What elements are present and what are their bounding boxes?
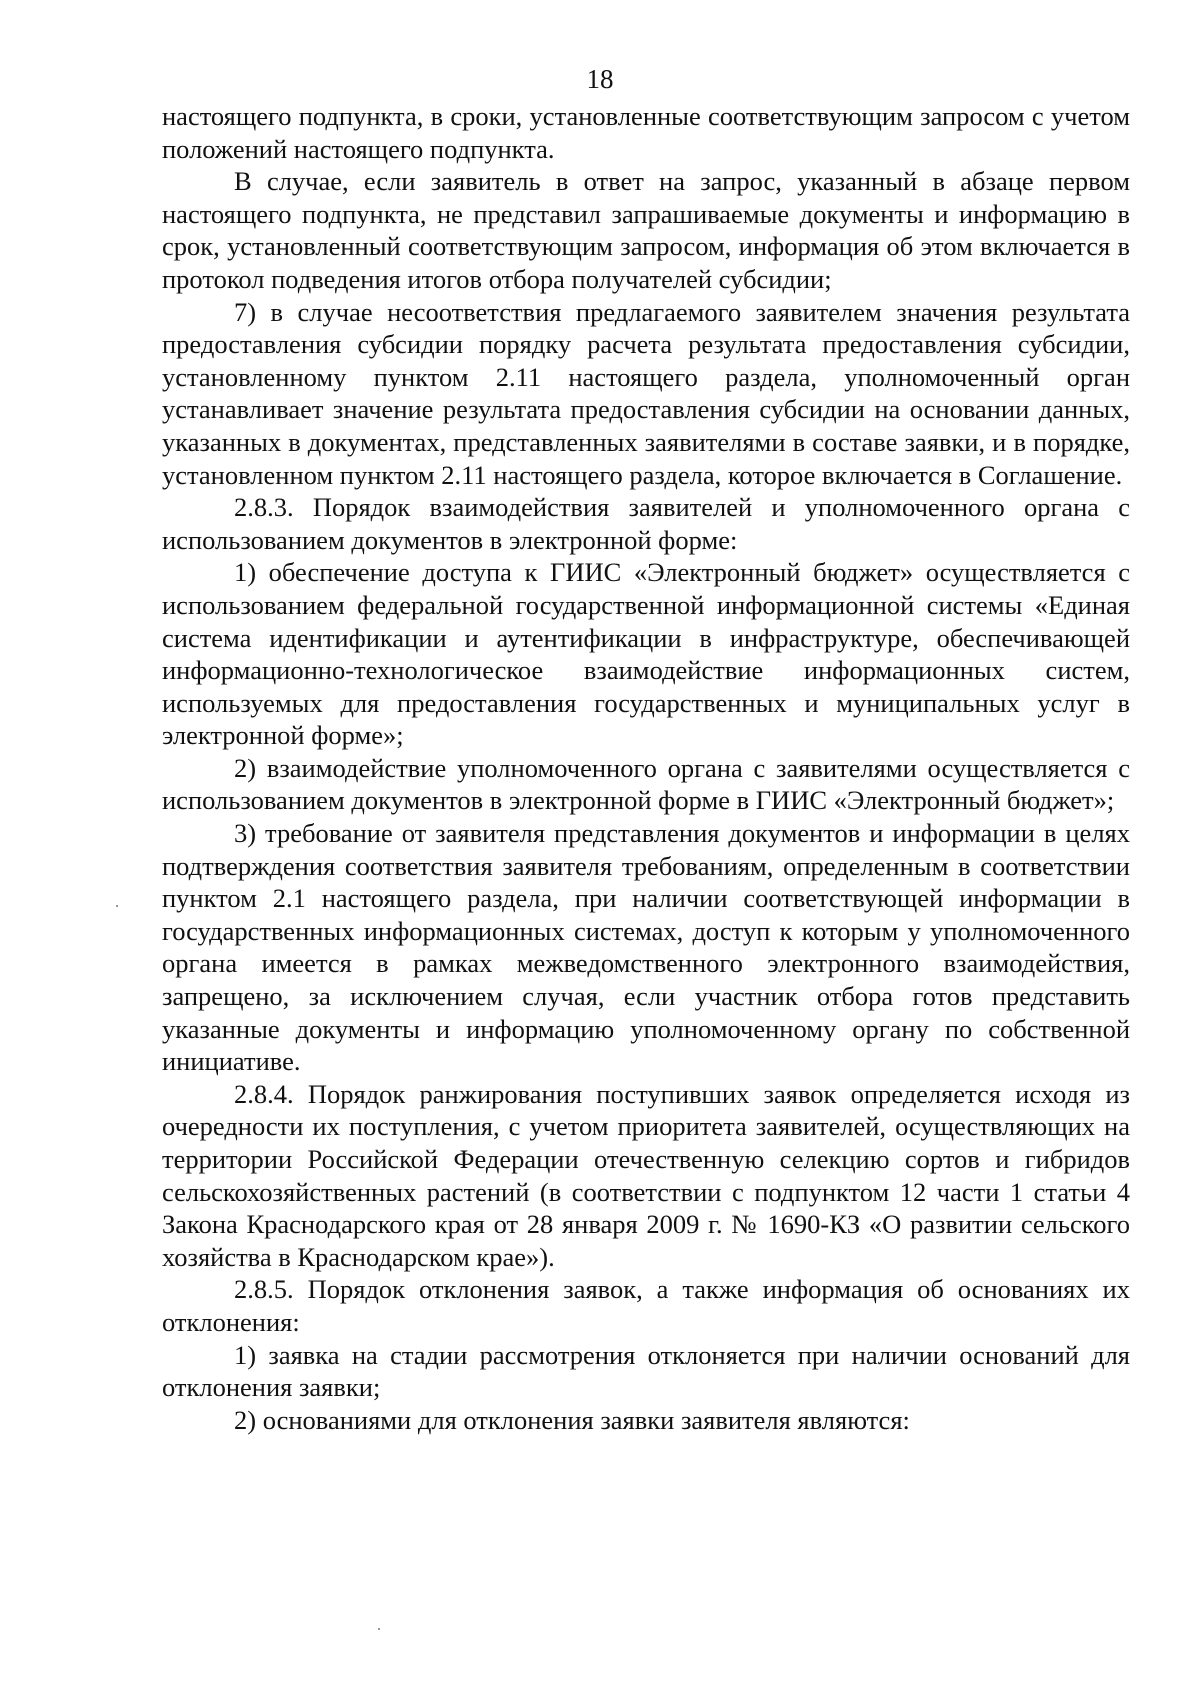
scan-speck <box>116 905 118 907</box>
paragraph: 1) заявка на стадии рассмотрения отклоняется при наличии оснований для отклонения заявки; <box>162 1339 1130 1403</box>
paragraph: 3) требование от заявителя представления документов и информации в целях подтверждения соответствия заявителя требованиям, определенным в соответствии пунктом 2.1 настоящего раздела, при наличии соответствующей информации в государственных информационных системах, доступ к которым у уполномоченного органа имеется в рамках межведомственного электронного взаимодействия, запрещено, за исключением случая, если участник отбора готов представить указанные документы и информацию уполномоченному органу по собственной инициативе. <box>162 818 1130 1077</box>
paragraph: 1) обеспечение доступа к ГИИС «Электронный бюджет» осуществляется с использованием федеральной государственной информационной системы «Единая система идентификации и аутентификации в инфраструктуре, обеспечивающей информационно-технологическое взаимодействие информационных систем, используемых для предоставления государственных и муниципальных услуг в электронной форме»; <box>162 557 1130 751</box>
paragraph: настоящего подпункта, в сроки, установленные соответствующим запросом с учетом положений настоящего подпункта. <box>162 101 1130 164</box>
paragraph: 2) основаниями для отклонения заявки заявителя являются: <box>234 1404 910 1435</box>
paragraph: В случае, если заявитель в ответ на запрос, указанный в абзаце первом настоящего подпункта, не представил запрашиваемые документы и информацию в срок, установленный соответствующим запросом, информация об этом включается в протокол подведения итогов отбора получателей субсидии; <box>162 166 1130 294</box>
paragraph: 2.8.3. Порядок взаимодействия заявителей и уполномоченного органа с использованием документов в электронной форме: <box>162 492 1130 555</box>
page-number: 18 <box>586 64 614 94</box>
paragraph: 2) взаимодействие уполномоченного органа с заявителями осуществляется с использованием документов в электронной форме в ГИИС «Электронный бюджет»; <box>162 752 1130 816</box>
paragraph: 2.8.4. Порядок ранжирования поступивших заявок определяется исходя из очередности их поступления, с учетом приоритета заявителей, осуществляющих на территории Российской Федерации отечественную селекцию сортов и гибридов сельскохозяйственных растений (в соответствии с подпунктом 12 части 1 статьи 4 Закона Краснодарского края от 28 января 2009 г. № 1690-КЗ «О развитии сельского хозяйства в Краснодарском крае»). <box>162 1078 1130 1272</box>
paragraph: 2.8.5. Порядок отклонения заявок, а также информация об основаниях их отклонения: <box>162 1274 1130 1337</box>
paragraph: 7) в случае несоответствия предлагаемого заявителем значения результата предоставления субсидии порядку расчета результата предоставления субсидии, установленному пунктом 2.11 настоящего раздела, уполномоченный орган устанавливает значение результата предоставления субсидии на основании данных, указанных в документах, представленных заявителями в составе заявки, и в порядке, установленном пунктом 2.11 настоящего раздела, которое включается в Соглашение. <box>162 296 1130 490</box>
scan-speck <box>378 1628 380 1630</box>
body-text <box>162 100 1130 1436</box>
